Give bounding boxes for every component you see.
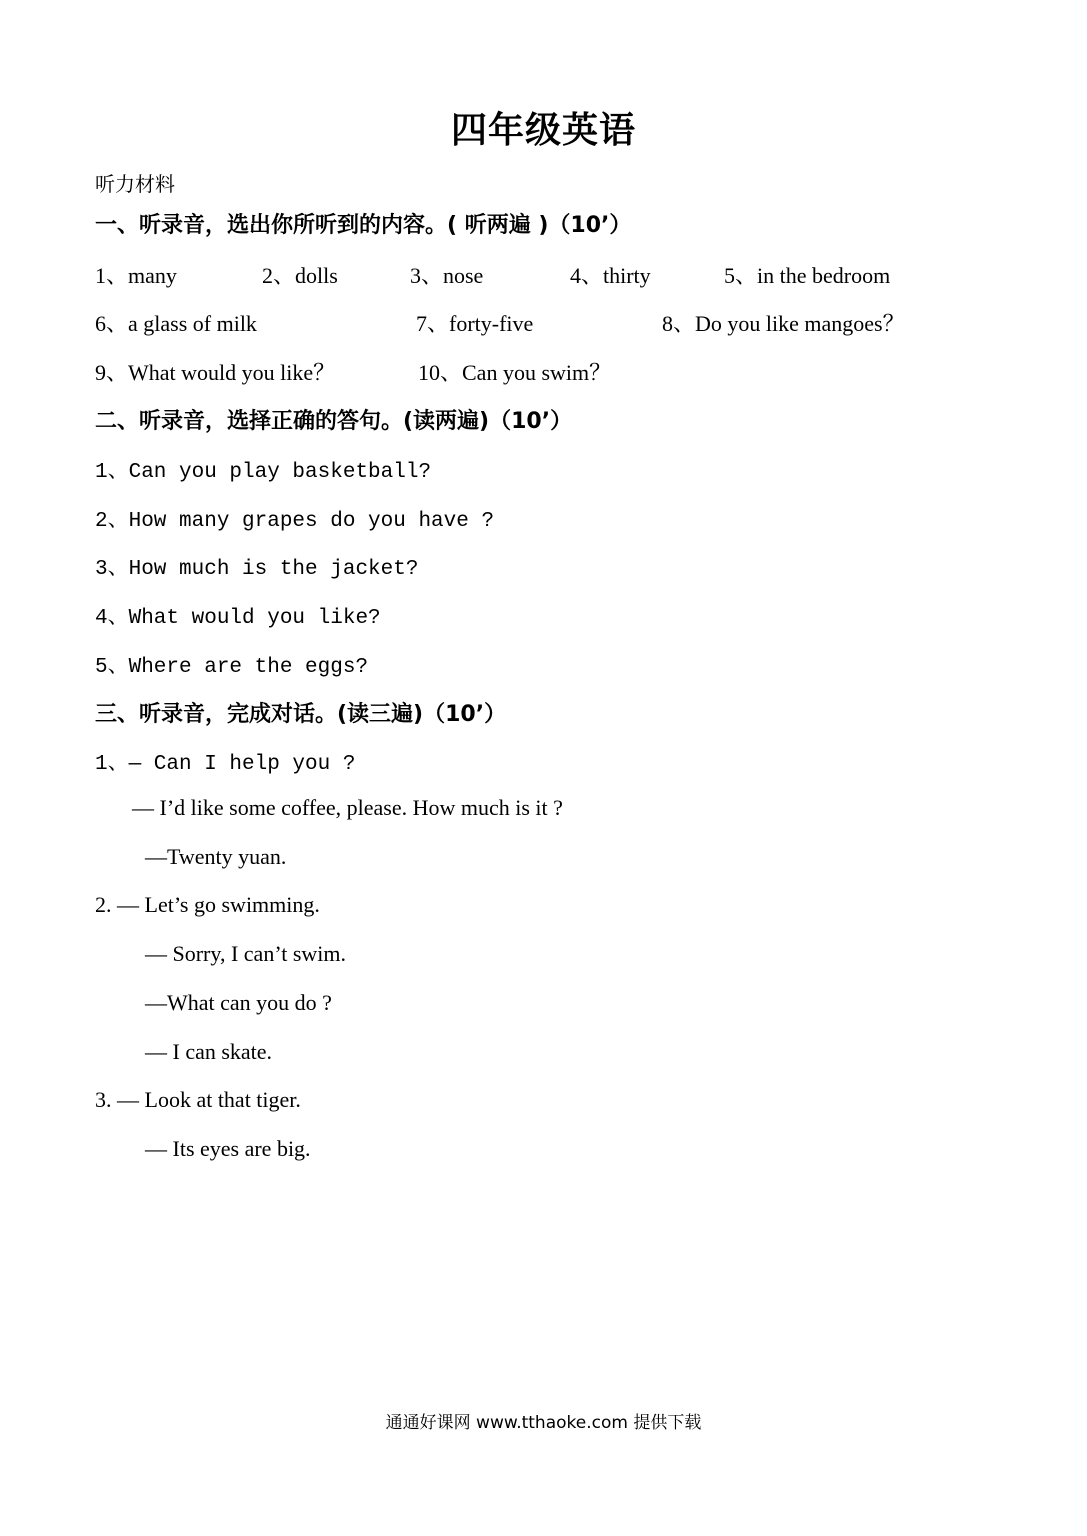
dialogue-line: — I’d like some coffee, please. How much is it ?: [132, 795, 563, 820]
list-item: 1、many: [95, 263, 177, 288]
list-item: 6、a glass of milk: [95, 311, 257, 336]
list-item: 1、Can you play basketball?: [95, 461, 432, 484]
dialogue-line: — Its eyes are big.: [145, 1136, 311, 1161]
list-item: 4、thirty: [570, 263, 651, 288]
list-item: 2、dolls: [262, 263, 338, 288]
list-item: 5、in the bedroom: [724, 263, 891, 288]
section1-heading: 一、听录音，选出你所听到的内容。( 听两遍 )（10’）: [95, 213, 632, 238]
list-item: 10、Can you swim？: [418, 360, 612, 385]
dialogue-line: — I can skate.: [145, 1039, 273, 1064]
dialogue-line: 3. — Look at that tiger.: [95, 1087, 301, 1112]
page-footer: 通通好课网 www.tthaoke.com 提供下载: [385, 1413, 702, 1433]
dialogue-line: — Sorry, I can’t swim.: [145, 941, 347, 966]
page-title: 四年级英语: [450, 110, 636, 151]
list-item: 4、What would you like?: [95, 607, 381, 630]
list-item: 3、nose: [410, 263, 484, 288]
dialogue-line: 1、— Can I help you ?: [95, 753, 356, 776]
dialogue-line: —What can you do ?: [145, 990, 332, 1015]
dialogue-line: 2. — Let’s go swimming.: [95, 892, 320, 917]
list-item: 7、forty-five: [416, 311, 534, 336]
section3-heading: 三、听录音，完成对话。(读三遍)（10’）: [95, 702, 507, 727]
list-item: 3、How much is the jacket?: [95, 558, 419, 581]
list-item: 2、How many grapes do you have ?: [95, 510, 495, 533]
subtitle: 听力材料: [95, 172, 175, 196]
list-item: 5、Where are the eggs?: [95, 656, 369, 679]
dialogue-line: —Twenty yuan.: [145, 844, 287, 869]
section2-heading: 二、听录音，选择正确的答句。(读两遍)（10’）: [95, 409, 573, 434]
list-item: 8、Do you like mangoes？: [662, 311, 905, 336]
list-item: 9、What would you like？: [95, 360, 336, 385]
